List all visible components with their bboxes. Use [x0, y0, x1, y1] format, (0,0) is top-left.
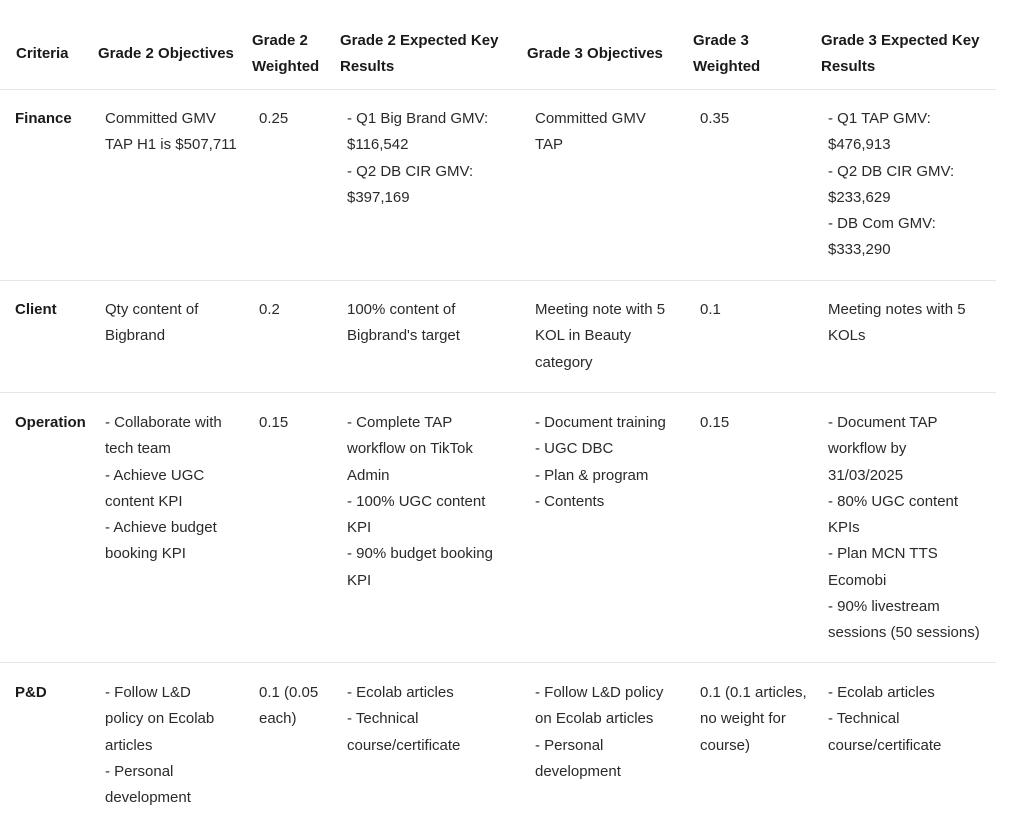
cell-line: course): [700, 736, 751, 754]
cell-line: - Q1 TAP GMV:: [828, 110, 931, 127]
cell-line: Meeting notes with 5: [828, 301, 966, 318]
cell-line: - Personal: [535, 736, 604, 754]
g2-weighted-cell: [259, 410, 288, 436]
cell-line: TAP H1 is $507,711: [105, 136, 237, 154]
cell-line: - Technical: [347, 710, 419, 728]
cell-line: sessions (50 sessions): [828, 624, 980, 642]
cell-line: workflow by: [828, 440, 907, 458]
cell-line: - 100% UGC content: [347, 492, 486, 510]
header-g2-ekr-line1: Grade 2 Expected Key: [340, 32, 499, 49]
cell-line: on Ecolab articles: [535, 710, 654, 728]
header-g3-weighted-line1: Grade 3: [693, 32, 749, 49]
cell-line: Meeting note with 5: [535, 301, 666, 318]
g3-ekr-cell: [828, 106, 954, 264]
cell-line: $397,169: [347, 188, 410, 206]
g3-weighted-cell: [700, 297, 721, 323]
header-g2-objectives: Grade 2 Objectives: [98, 45, 234, 62]
header-g2-weighted-line2: Weighted: [252, 58, 320, 75]
header-divider: [0, 89, 996, 90]
cell-line: workflow on TikTok: [347, 440, 473, 458]
cell-line: - DB Com GMV:: [828, 215, 936, 233]
cell-line: policy on Ecolab: [105, 710, 215, 728]
cell-line: $233,629: [828, 188, 891, 206]
header-g3-ekr: [821, 28, 979, 80]
cell-line: - Plan MCN TTS: [828, 545, 938, 563]
criteria-cell: Finance: [15, 110, 72, 127]
g2-objectives-cell: [105, 410, 222, 568]
cell-line: - Q2 DB CIR GMV:: [347, 162, 474, 180]
header-g3-weighted: [693, 28, 760, 80]
cell-line: - 90% livestream: [828, 598, 940, 616]
row-divider: [0, 280, 996, 281]
cell-line: Bigbrand: [105, 327, 166, 345]
g3-ekr-cell: [828, 297, 966, 350]
cell-line: Ecomobi: [828, 571, 887, 589]
cell-line: 0.1 (0.1 articles,: [700, 684, 807, 701]
cell-line: 31/03/2025: [828, 466, 904, 484]
cell-line: - Achieve UGC: [105, 466, 205, 484]
cell-line: - Plan & program: [535, 466, 649, 484]
header-g2-ekr: [340, 28, 498, 80]
cell-line: - 90% budget booking: [347, 545, 493, 563]
cell-line: TAP: [535, 136, 564, 154]
header-g3-ekr-line1: Grade 3 Expected Key: [821, 32, 980, 49]
header-g2-ekr-line2: Results: [340, 58, 395, 75]
criteria-cell: Operation: [15, 414, 86, 431]
cell-line: tech team: [105, 440, 171, 458]
header-criteria: Criteria: [16, 45, 69, 62]
cell-line: - Collaborate with: [105, 414, 222, 431]
cell-line: Qty content of: [105, 301, 199, 318]
g2-objectives-cell: [105, 106, 237, 159]
cell-line: - Ecolab articles: [347, 684, 454, 701]
cell-line: - Q1 Big Brand GMV:: [347, 110, 489, 127]
header-g3-weighted-line2: Weighted: [693, 58, 761, 75]
cell-line: - Contents: [535, 492, 605, 510]
g3-weighted-cell: [700, 680, 807, 759]
g2-weighted-cell: [259, 680, 318, 733]
g3-ekr-cell: [828, 680, 941, 759]
row-divider: [0, 662, 996, 663]
cell-line: - Achieve budget: [105, 519, 217, 537]
cell-line: course/certificate: [828, 736, 942, 754]
cell-line: - Document training: [535, 414, 666, 431]
g3-objectives-cell: [535, 680, 663, 785]
g3-weighted-cell: [700, 106, 729, 132]
cell-line: - 80% UGC content: [828, 492, 959, 510]
cell-line: - Complete TAP: [347, 414, 453, 431]
cell-line: - Technical: [828, 710, 900, 728]
cell-line: 0.2: [259, 301, 280, 318]
cell-line: KOLs: [828, 327, 866, 345]
criteria-cell: P&D: [15, 684, 47, 701]
g3-ekr-cell: [828, 410, 980, 647]
header-g2-weighted: [252, 28, 319, 80]
cell-line: 0.1: [700, 301, 721, 318]
cell-line: - Document TAP: [828, 414, 938, 431]
cell-line: Committed GMV: [105, 110, 216, 127]
cell-line: no weight for: [700, 710, 786, 728]
row-divider: [0, 392, 996, 393]
cell-line: - Follow L&D policy: [535, 684, 664, 701]
cell-line: Admin: [347, 466, 390, 484]
g2-ekr-cell: [347, 297, 460, 350]
cell-line: course/certificate: [347, 736, 461, 754]
cell-line: $333,290: [828, 241, 891, 259]
cell-line: 0.1 (0.05: [259, 684, 319, 701]
cell-line: each): [259, 710, 297, 728]
g2-weighted-cell: [259, 106, 288, 132]
g2-ekr-cell: [347, 680, 460, 759]
cell-line: - Q2 DB CIR GMV:: [828, 162, 955, 180]
cell-line: - Personal: [105, 762, 174, 780]
g2-weighted-cell: [259, 297, 280, 323]
g3-objectives-cell: [535, 410, 666, 515]
cell-line: KPI: [347, 519, 372, 537]
cell-line: 0.15: [700, 414, 730, 431]
g2-objectives-cell: [105, 297, 198, 350]
g3-objectives-cell: [535, 297, 665, 376]
g3-objectives-cell: [535, 106, 646, 159]
cell-line: KPIs: [828, 519, 860, 537]
cell-line: 0.15: [259, 414, 289, 431]
g2-objectives-cell: [105, 680, 214, 811]
header-g3-ekr-line2: Results: [821, 58, 876, 75]
cell-line: - UGC DBC: [535, 440, 614, 458]
cell-line: - Follow L&D: [105, 684, 191, 701]
cell-line: development: [535, 762, 621, 780]
g2-ekr-cell: [347, 106, 488, 211]
cell-line: Committed GMV: [535, 110, 646, 127]
cell-line: content KPI: [105, 492, 183, 510]
cell-line: 100% content of: [347, 301, 456, 318]
cell-line: - Ecolab articles: [828, 684, 935, 701]
cell-line: 0.35: [700, 110, 730, 127]
header-g2-weighted-line1: Grade 2: [252, 32, 308, 49]
cell-line: development: [105, 789, 191, 807]
cell-line: Bigbrand's target: [347, 327, 460, 345]
criteria-cell: Client: [15, 301, 57, 318]
header-g3-objectives: Grade 3 Objectives: [527, 45, 663, 62]
g2-ekr-cell: [347, 410, 493, 594]
cell-line: $476,913: [828, 136, 891, 154]
cell-line: articles: [105, 736, 153, 754]
cell-line: KPI: [347, 571, 372, 589]
cell-line: KOL in Beauty: [535, 327, 632, 345]
cell-line: category: [535, 353, 593, 371]
cell-line: $116,542: [347, 136, 409, 154]
g3-weighted-cell: [700, 410, 729, 436]
cell-line: 0.25: [259, 110, 289, 127]
cell-line: booking KPI: [105, 545, 186, 563]
